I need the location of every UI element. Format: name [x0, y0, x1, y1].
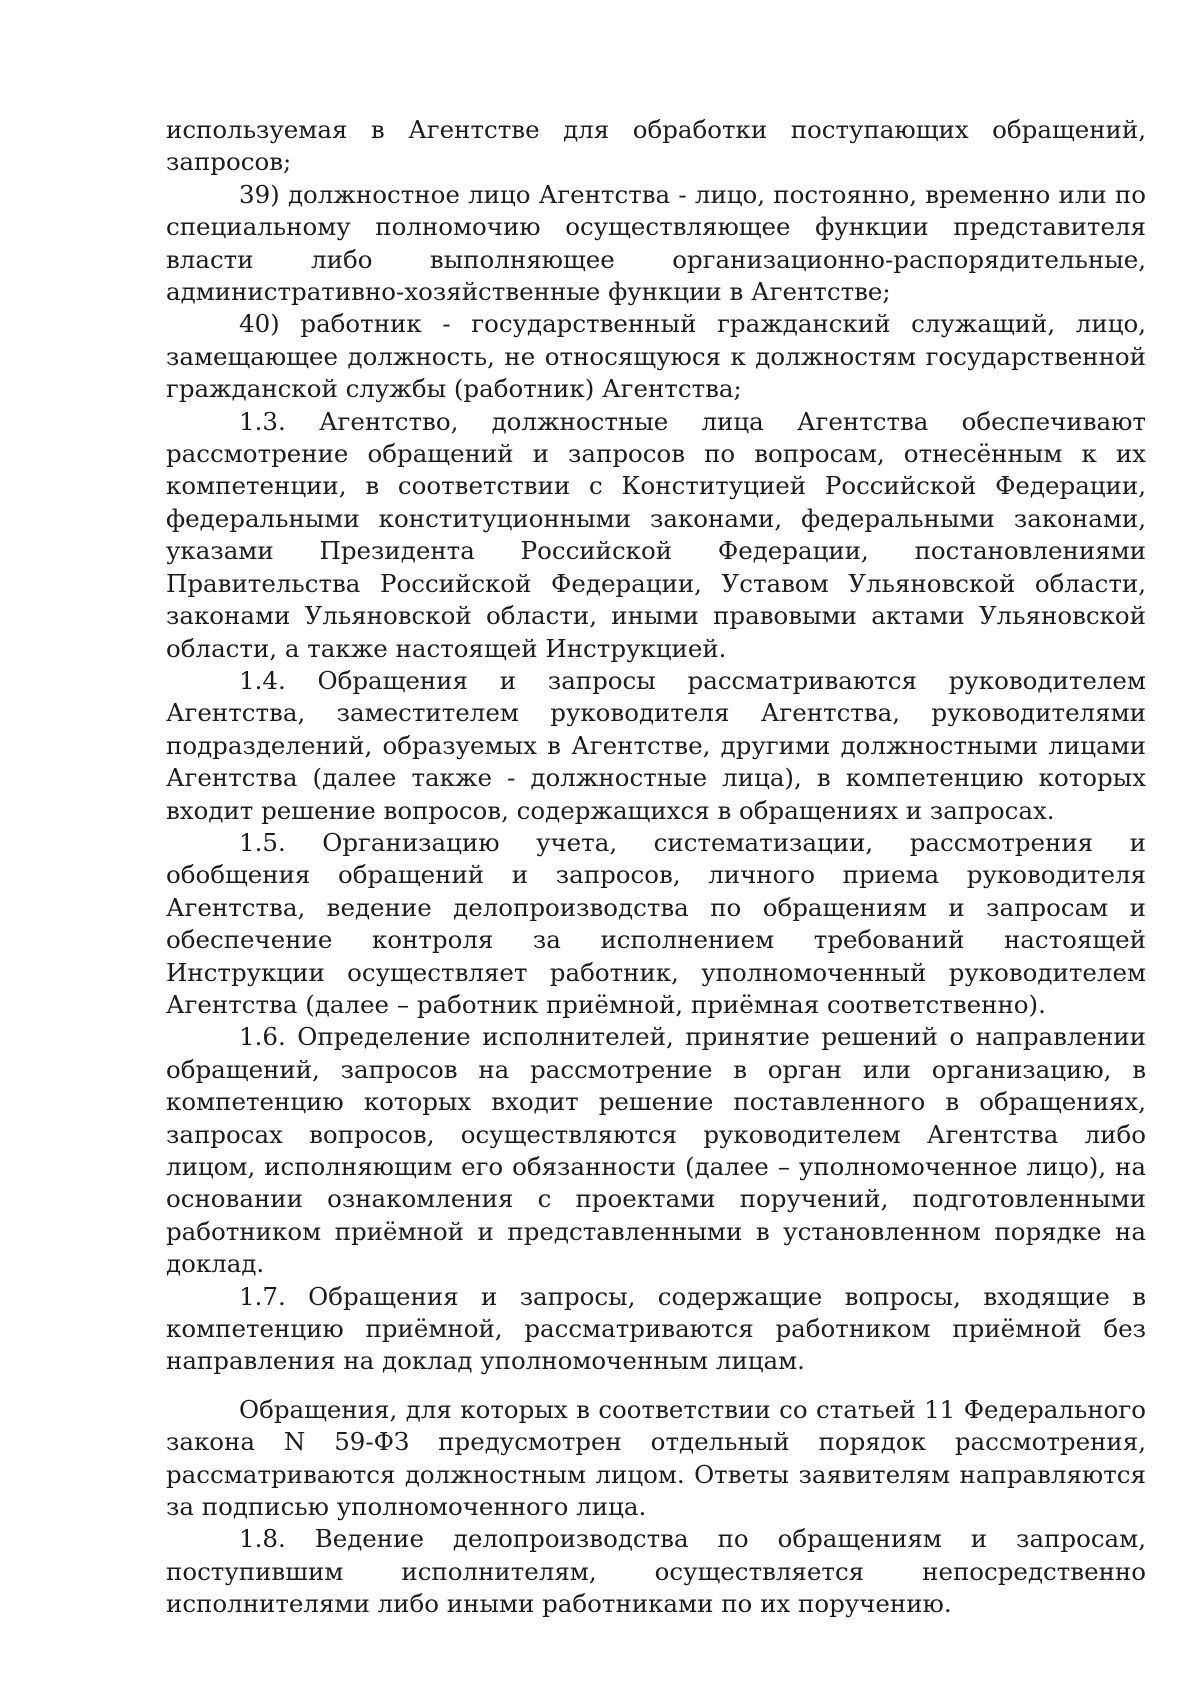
paragraph-1-8: 1.8. Ведение делопроизводства по обращениям и запросам, поступившим исполнителям, осуществляется непосредственно исполнителями либо иными работниками по их поручению. [166, 1524, 1146, 1619]
paragraph-item-40: 40) работник - государственный гражданский служащий, лицо, замещающее должность, не относящуюся к должностям государственной гражданской службы (работник) Агентства; [166, 309, 1146, 404]
paragraph-1-7: 1.7. Обращения и запросы, содержащие вопросы, входящие в компетенцию приёмной, рассматриваются работником приёмной без направления на доклад уполномоченным лицам. [166, 1281, 1146, 1376]
document-body [166, 114, 1146, 1621]
paragraph-1-6: 1.6. Определение исполнителей, принятие решений о направлении обращений, запросов на рассмотрение в орган или организацию, в компетенцию которых входит решение поставленного в обращениях, запросах вопросов, осуществляются руководителем Агентства либо лицом, исполняющим его обязанности (далее – уполномоченное лицо), на основании ознакомления с проектами поручений, подготовленными работником приёмной и представленными в установленном порядке на доклад. [166, 1022, 1146, 1279]
paragraph-1-4: 1.4. Обращения и запросы рассматриваются руководителем Агентства, заместителем руководителя Агентства, руководителями подразделений, образуемых в Агентстве, другими должностными лицами Агентства (далее также - должностные лица), в компетенцию которых входит решение вопросов, содержащихся в обращениях и запросах. [166, 665, 1146, 825]
paragraph-1-5: 1.5. Организацию учета, систематизации, рассмотрения и обобщения обращений и запросов, личного приема руководителя Агентства, ведение делопроизводства по обращениям и запросам и обеспечение контроля за исполнением требований настоящей Инструкции осуществляет работник, уполномоченный руководителем Агентства (далее – работник приёмной, приёмная соответственно). [166, 827, 1146, 1019]
paragraph-1-3: 1.3. Агентство, должностные лица Агентства обеспечивают рассмотрение обращений и запросов по вопросам, отнесённым к их компетенции, в соответствии с Конституцией Российской Федерации, федеральными конституционными законами, федеральными законами, указами Президента Российской Федерации, постановлениями Правительства Российской Федерации, Уставом Ульяновской области, законами Ульяновской области, иными правовыми актами Ульяновской области, а также настоящей Инструкцией. [166, 406, 1146, 663]
paragraph-continuation: используемая в Агентстве для обработки поступающих обращений, запросов; [166, 115, 1146, 177]
paragraph-item-39: 39) должностное лицо Агентства - лицо, постоянно, временно или по специальному полномочию осуществляющее функции представителя власти либо выполняющее организационно-распорядительные, административно-хозяйственные функции в Агентстве; [166, 179, 1146, 307]
paragraph-1-7-continued: Обращения, для которых в соответствии со статьей 11 Федерального закона N 59-ФЗ предусмотрен отдельный порядок рассмотрения, рассматриваются должностным лицом. Ответы заявителям направляются за подписью уполномоченного лица. [166, 1394, 1146, 1522]
